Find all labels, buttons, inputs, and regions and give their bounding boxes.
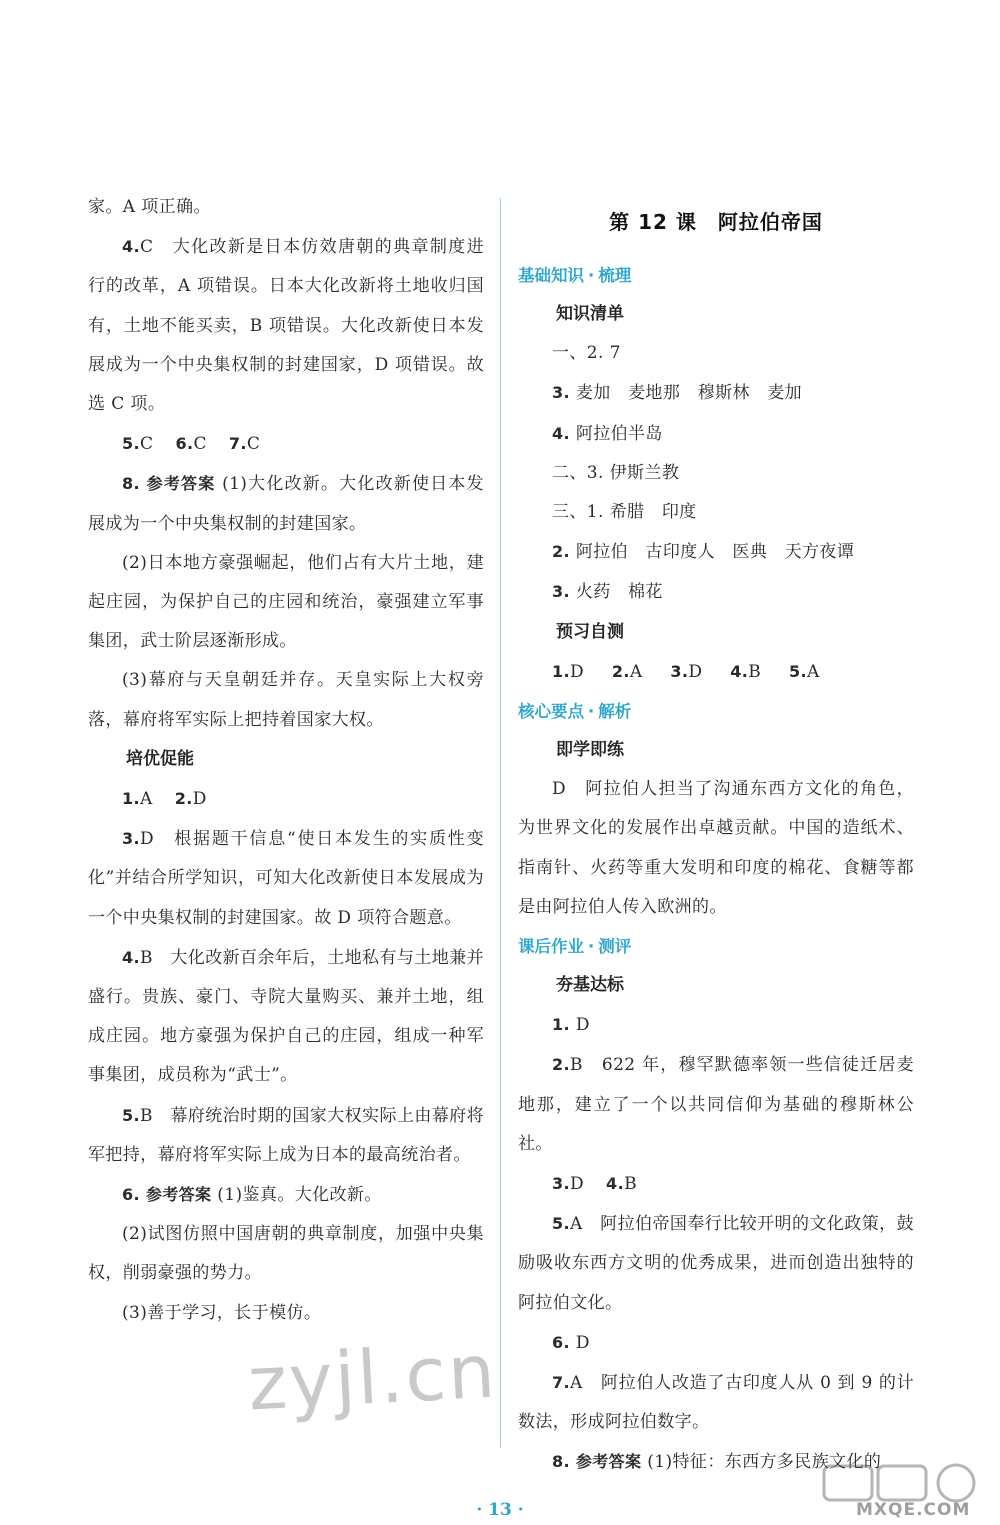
- answers-5-7: 5.C 6.C 7.C: [122, 434, 261, 455]
- lesson-title: 第 12 课 阿拉伯帝国: [609, 210, 823, 234]
- hangji-answer-5: 5.A 阿拉伯帝国奉行比较开明的文化政策，鼓励吸收东西方文明的优秀成果，进而创造出独特的阿拉伯文化。: [518, 1214, 914, 1313]
- section-kehou: 课后作业 · 测评: [518, 937, 632, 957]
- knowledge-2: 3. 麦加 麦地那 穆斯林 麦加: [552, 383, 803, 404]
- heading-jixue: 即学即练: [556, 740, 624, 761]
- left-column: [88, 188, 484, 1333]
- knowledge-4: 二、3. 伊斯兰教: [552, 462, 680, 483]
- watermark-logo-text: MXQE.COM: [856, 1500, 971, 1520]
- hangji-answer-2: 2.B 622 年，穆罕默德率领一些信徒迁居麦地那，建立了一个以共同信仰为基础的穆斯林公社。: [518, 1055, 914, 1154]
- peiyou-answer-6-part-2: (2)试图仿照中国唐朝的典章制度，加强中央集权，削弱豪强的势力。: [88, 1224, 484, 1284]
- right-column: [518, 188, 914, 1483]
- jixue-answer: D 阿拉伯人担当了沟通东西方文化的角色，为世界文化的发展作出卓越贡献。中国的造纸术、指南针、火药等重大发明和印度的棉花、食糖等都是由阿拉伯人传入欧洲的。: [518, 779, 914, 917]
- hangji-answer-1: 1. D: [552, 1015, 590, 1036]
- knowledge-6: 2. 阿拉伯 古印度人 医典 天方夜谭: [552, 542, 855, 563]
- peiyou-answer-5: 5.B 幕府统治时期的国家大权实际上由幕府将军把持，幕府将军实际上成为日本的最高统治者。: [88, 1105, 484, 1165]
- hangji-answer-7: 7.A 阿拉伯人改造了古印度人从 0 到 9 的计数法，形成阿拉伯数字。: [518, 1373, 914, 1433]
- peiyou-answer-4: 4.B 大化改新百余年后，土地私有与土地兼并盛行。贵族、豪门、寺院大量购买、兼并土地，组成庄园。地方豪强为保护自己的庄园，组成一种军事集团，成员称为“武士”。: [88, 947, 484, 1086]
- section-jichu: 基础知识 · 梳理: [518, 266, 632, 285]
- heading-yuxi: 预习自测: [556, 621, 624, 642]
- column-divider: [500, 198, 501, 1448]
- answer-8-part-3: (3)幕府与天皇朝廷并存。天皇实际上大权旁落，幕府将军实际上把持着国家大权。: [88, 670, 484, 730]
- hangji-answers-3-4: 3.D 4.B: [552, 1174, 637, 1195]
- answer-continuation: 家。A 项正确。: [88, 197, 211, 217]
- hangji-answer-6: 6. D: [552, 1332, 590, 1353]
- knowledge-1: 一、2. 7: [552, 343, 621, 364]
- peiyou-answers-1-2: 1.A 2.D: [122, 789, 207, 810]
- hangji-answer-8: 8. 参考答案 (1)特征：东西方多民族文化的: [552, 1452, 882, 1473]
- heading-hangji: 夯基达标: [556, 975, 624, 996]
- peiyou-answer-3: 3.D 根据题干信息“使日本发生的实质性变化”并结合所学知识，可知大化改新使日本发展成为一个中央集权制的封建国家。故 D 项符合题意。: [88, 829, 484, 928]
- heading-peiyou: 培优促能: [126, 748, 194, 769]
- heading-zhishi: 知识清单: [556, 304, 624, 324]
- peiyou-answer-6: 6. 参考答案 (1)鉴真。大化改新。: [122, 1185, 382, 1206]
- watermark-text: zyjl.cn: [245, 1328, 499, 1428]
- knowledge-7: 3. 火药 棉花: [552, 582, 663, 603]
- answer-8: 8. 参考答案 (1)大化改新。大化改新使日本发展成为一个中央集权制的封建国家。: [88, 474, 484, 534]
- section-hexin: 核心要点 · 解析: [518, 702, 632, 722]
- yuxi-answers: 1.D 2.A 3.D 4.B 5.A: [552, 661, 820, 682]
- answer-4: 4.C 大化改新是日本仿效唐朝的典章制度进行的改革，A 项错误。日本大化改新将土地收归国有，土地不能买卖，B 项错误。大化改新使日本发展成为一个中央集权制的封建国家，D 项错误。故选 C 项。: [88, 237, 484, 415]
- peiyou-answer-6-part-3: (3)善于学习，长于模仿。: [122, 1302, 322, 1323]
- knowledge-5: 三、1. 希腊 印度: [552, 502, 697, 523]
- answer-8-part-2: (2)日本地方豪强崛起，他们占有大片土地，建起庄园，为保护自己的庄园和统治，豪强建立军事集团，武士阶层逐渐形成。: [88, 552, 484, 652]
- page-number: · 13 ·: [476, 1500, 524, 1520]
- knowledge-3: 4. 阿拉伯半岛: [552, 423, 663, 444]
